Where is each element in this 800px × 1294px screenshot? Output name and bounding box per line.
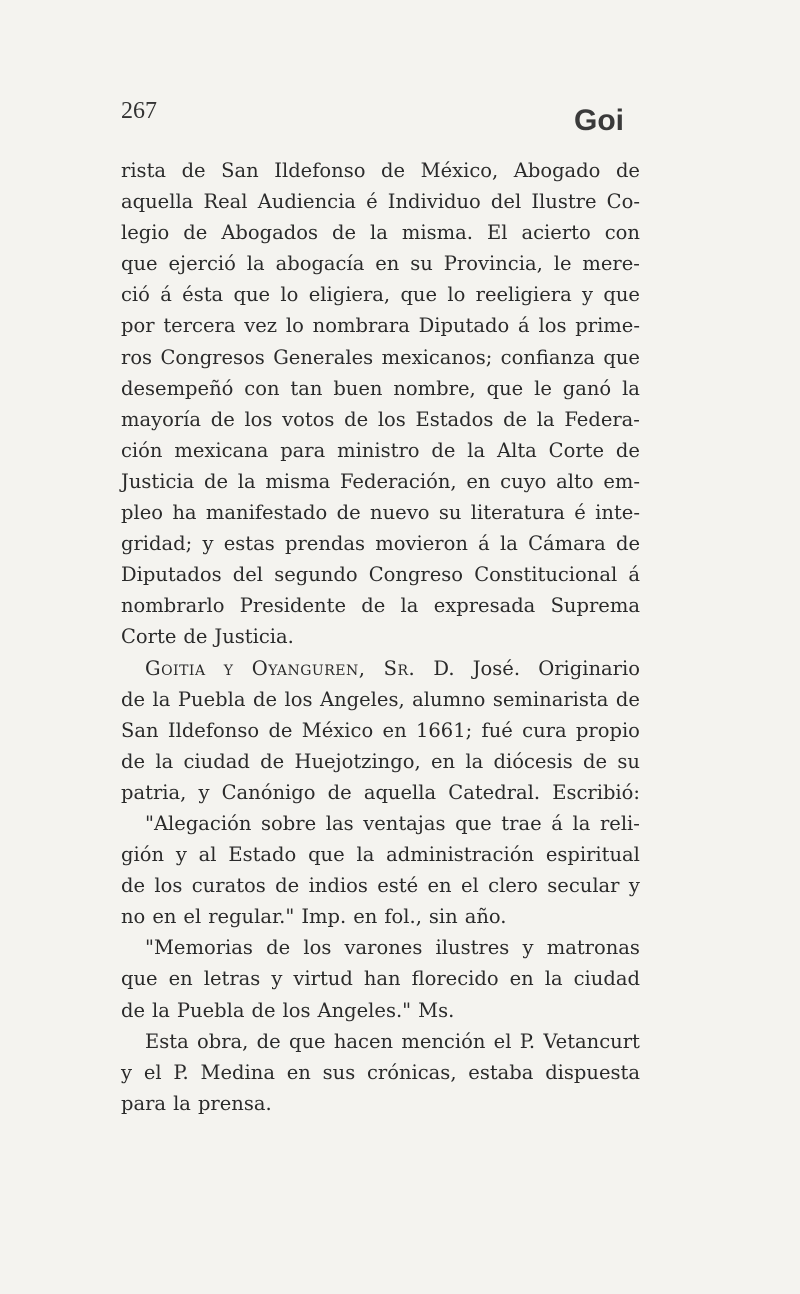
text-line: Corte de Justicia. xyxy=(121,625,294,649)
text-line: "Alegación sobre las ventajas que trae á la reli- xyxy=(145,811,640,835)
text-line: ros Congresos Generales mexicanos; confianza que xyxy=(121,345,640,369)
text-line: ció á ésta que lo eligiera, que lo reeligiera y que xyxy=(121,283,640,307)
running-head: Goi xyxy=(574,104,624,137)
body-text xyxy=(121,155,640,1119)
text-line: Goitia y Oyanguren, Sr. D. José. Originario xyxy=(145,656,640,680)
text-line: pleo ha manifestado de nuevo su literatura é inte- xyxy=(121,501,640,525)
text-line: desempeñó con tan buen nombre, que le ganó la xyxy=(121,376,640,400)
text-line: Esta obra, de que hacen mención el P. Vetancurt xyxy=(145,1029,640,1053)
text-line: nombrarlo Presidente de la expresada Suprema xyxy=(121,594,640,618)
text-line: San Ildefonso de México en 1661; fué cura propio xyxy=(121,718,640,742)
text-line: y el P. Medina en sus crónicas, estaba dispuesta xyxy=(121,1060,640,1084)
text-line: legio de Abogados de la misma. El acierto con xyxy=(121,221,640,245)
text-line: no en el regular." Imp. en fol., sin año. xyxy=(121,905,507,929)
text-line: mayoría de los votos de los Estados de la Federa- xyxy=(121,407,640,431)
text-line: de los curatos de indios esté en el clero secular y xyxy=(121,874,640,898)
page-number: 267 xyxy=(121,98,157,124)
text-line: "Memorias de los varones ilustres y matronas xyxy=(145,936,640,960)
text-line: para la prensa. xyxy=(121,1091,272,1115)
text-line: ción mexicana para ministro de la Alta Corte de xyxy=(121,438,640,462)
text-line: de la ciudad de Huejotzingo, en la diócesis de su xyxy=(121,749,640,773)
text-line: aquella Real Audiencia é Individuo del Ilustre Co- xyxy=(121,190,640,214)
text-line: Diputados del segundo Congreso Constitucional á xyxy=(121,563,640,587)
text-line: de la Puebla de los Angeles, alumno seminarista de xyxy=(121,687,640,711)
text-line: gridad; y estas prendas movieron á la Cámara de xyxy=(121,532,640,556)
text-line: que ejerció la abogacía en su Provincia, le mere- xyxy=(121,252,640,276)
text-line: que en letras y virtud han florecido en la ciudad xyxy=(121,967,640,991)
text-line: gión y al Estado que la administración espiritual xyxy=(121,843,640,867)
text-line: rista de San Ildefonso de México, Abogado de xyxy=(121,159,640,182)
text-line: de la Puebla de los Angeles." Ms. xyxy=(121,998,455,1022)
text-line: por tercera vez lo nombrara Diputado á los prime- xyxy=(121,314,640,338)
text-line: Justicia de la misma Federación, en cuyo alto em- xyxy=(121,469,640,493)
text-line: patria, y Canónigo de aquella Catedral. Escribió: xyxy=(121,780,640,804)
